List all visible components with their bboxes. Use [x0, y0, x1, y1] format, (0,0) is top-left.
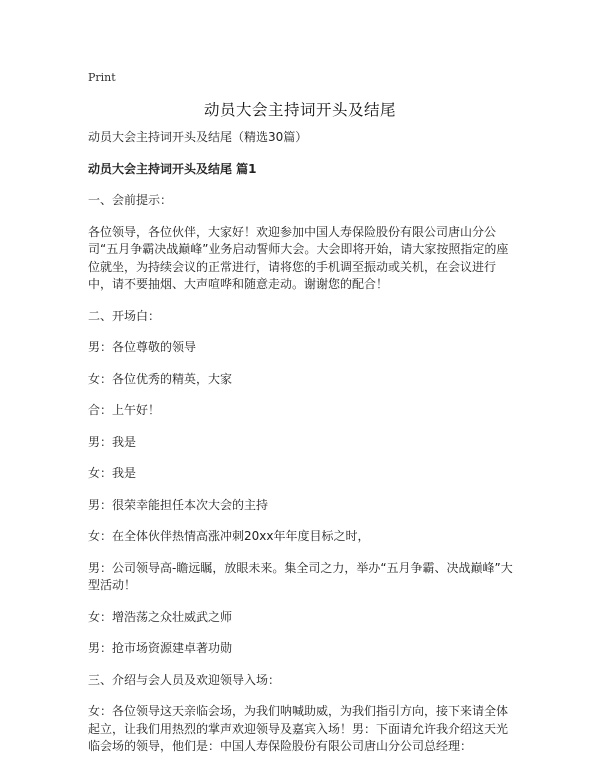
paragraph: 一、会前提示：	[88, 193, 173, 207]
page-title: 动员大会主持词开头及结尾	[203, 101, 396, 119]
paragraph: 二、开场白：	[88, 308, 161, 323]
paragraph: 男：很荣幸能担任本次大会的主持	[88, 497, 269, 512]
paragraph: 女：在全体伙伴热情高涨冲刺20xx年年度目标之时，	[88, 529, 370, 543]
paragraph: 合：上午好！	[88, 403, 161, 417]
paragraph: 女：我是	[88, 466, 137, 480]
document-subtitle: 动员大会主持词开头及结尾（精选30篇）	[88, 130, 308, 144]
document-body	[88, 128, 518, 770]
paragraph: 男：我是	[88, 434, 137, 449]
print-link[interactable]: Print	[88, 71, 116, 84]
paragraph: 男：各位尊敬的领导	[88, 340, 197, 354]
paragraph: 三、介绍与会人员及欢迎领导入场：	[88, 672, 281, 687]
paragraph: 男：公司领导高-瞻远瞩，放眼未来。集全司之力，举办“五月争霸、决战巅峰”大型活动！	[88, 560, 513, 592]
paragraph: 各位领导，各位伙伴，大家好！欢迎参加中国人寿保险股份有限公司唐山分公司“五月争霸决战巅峰”业务启动誓师大会。大会即将开始，请大家按照指定的座位就坐，为持续会议的正常进行，请将您的手机调至振动或关机，在会议进行中，请不要抽烟、大声喧哗和随意走动。谢谢您的配合！	[88, 224, 509, 291]
section-heading: 动员大会主持词开头及结尾 篇1	[88, 162, 257, 176]
paragraph: 男：抢市场资源建卓著功勋	[88, 641, 233, 655]
paragraph: 女：各位领导这天亲临会场，为我们呐喊助威，为我们指引方向，接下来请全体起立，让我们用热烈的掌声欢迎领导及嘉宾入场！男：下面请允许我介绍这天光临会场的领导，他们是：中国人寿保险股份有限公司唐山分公司总经理：	[88, 704, 509, 753]
paragraph: 女：增浩荡之众壮威武之师	[88, 609, 233, 624]
paragraph: 女：各位优秀的精英，大家	[88, 371, 233, 386]
